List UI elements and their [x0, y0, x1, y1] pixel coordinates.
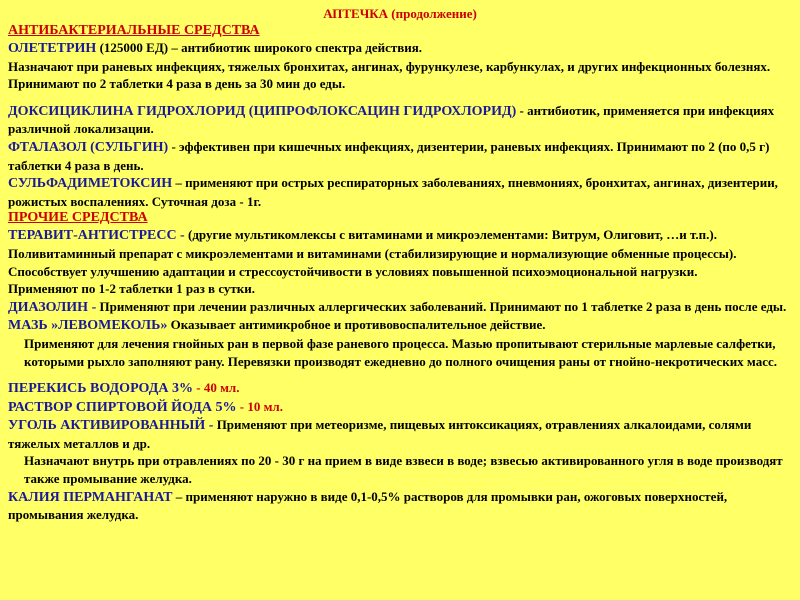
slide-title: АПТЕЧКА (продолжение) [323, 6, 477, 21]
charcoal-usage: Назначают внутрь при отравлениях по 20 - 30 г на прием в виде взвеси в воде; взвесью активированного угля в воде производят также промывание желудка. [24, 453, 783, 487]
iodine-entry [8, 398, 792, 417]
drug-qty-iodine: - 10 мл. [236, 398, 283, 414]
charcoal-entry [8, 416, 792, 452]
drug-name-levomekol: МАЗЬ »ЛЕВОМЕКОЛЬ» [8, 318, 168, 334]
drug-desc-doxycycline: - антибиотик, применяется при инфекциях различной локализации. [8, 102, 775, 137]
drug-desc-ftalazol: - эффективен при кишечных инфекциях, дизентерии, раневых инфекциях. Принимают по 2 (по 0,5 г) таблетки 4 раза в день. [8, 138, 770, 173]
drug-name-doxycycline: ДОКСИЦИКЛИНА ГИДРОХЛОРИД (ЦИПРОФЛОКСАЦИН ГИДРОХЛОРИД) [8, 103, 517, 119]
section-heading-antibacterial: АНТИБАКТЕРИАЛЬНЫЕ СРЕДСТВА [8, 23, 260, 38]
drug-name-sulfadimetoxin: СУЛЬФАДИМЕТОКСИН [8, 176, 173, 192]
drug-name-permanganate: КАЛИЯ ПЕРМАНГАНАТ [8, 489, 173, 505]
drug-desc-charcoal: Применяют при метеоризме, пищевых интоксикациях, отравлениях алкалоидами, солями тяжелых металлов и др. [8, 417, 752, 451]
peroxide-entry [8, 379, 792, 398]
oletetrin-entry [8, 39, 792, 58]
drug-name-charcoal: УГОЛЬ АКТИВИРОВАННЫЙ - [8, 418, 214, 434]
permanganate-entry [8, 488, 792, 524]
ftalazol-entry [8, 138, 792, 174]
drug-desc-permanganate: – применяют наружно в виде 0,1-0,5% растворов для промывки ран, ожоговых поверхностей, промывания желудка. [8, 488, 728, 523]
spacer [8, 370, 792, 379]
drug-name-teravit: ТЕРАВИТ-АНТИСТРЕСС - [8, 228, 185, 244]
drug-name-diazolin: ДИАЗОЛИН - [8, 299, 97, 315]
section-heading-other: ПРОЧИЕ СРЕДСТВА [8, 210, 148, 226]
levomekol-entry [8, 316, 792, 335]
drug-desc-sulfadimetoxin: – применяют при острых респираторных заболеваниях, пневмониях, бронхитах, ангинах, дизентерии, рожистых воспалениях. Суточная доза - 1г. [8, 175, 778, 209]
diazolin-entry [8, 298, 792, 317]
drug-desc-levomekol: Оказывает антимикробное и противовоспалительное действие. [167, 317, 546, 333]
teravit-dosage: Применяют по 1-2 таблетки 1 раз в сутки. [8, 281, 256, 297]
drug-name-oletetrin: ОЛЕТЕТРИН [8, 41, 97, 56]
drug-desc-teravit: (другие мультикомлексы с витаминами и микроэлементами: Витрум, Олиговит, …и т.п.). Поливитаминный препарат с микроэлементами и витаминами (стабилизирующие и нормализующие обменные процессы). Способствует улучшению адаптации и стрессоустойчивости в условиях повышенной психоэмоциональной нагрузки. [8, 227, 737, 279]
sulfadimetoxin-entry [8, 174, 792, 210]
drug-name-peroxide: ПЕРЕКИСЬ ВОДОРОДА 3% [8, 381, 193, 397]
levomekol-usage: Применяют для лечения гнойных ран в первой фазе раневого процесса. Мазью пропитывают стерильные марлевые салфетки, которыми рыхло заполняют рану. Перевязки производят ежедневно до полного очищения раны от гнойно-некротических масс. [24, 335, 777, 369]
teravit-entry [8, 226, 792, 280]
oletetrin-usage: Назначают при раневых инфекциях, тяжелых бронхитах, ангинах, фурункулезе, карбункулах, и других инфекционных болезнях. Принимают по 2 таблетки 4 раза в день за 30 мин до еды. [8, 58, 771, 92]
drug-name-ftalazol: ФТАЛАЗОЛ (СУЛЬГИН) [8, 139, 169, 155]
drug-qty-peroxide: - 40 мл. [192, 380, 240, 396]
drug-desc-diazolin: Применяют при лечении различных аллергических заболеваний. Принимают по 1 таблетке 2 раза в день после еды. [96, 298, 787, 314]
doxycycline-entry [8, 102, 792, 138]
drug-name-iodine: РАСТВОР СПИРТОВОЙ ЙОДА 5% [8, 399, 237, 415]
drug-desc-oletetrin: (125000 ЕД) – антибиотик широкого спектра действия. [96, 40, 423, 55]
spacer [8, 93, 792, 102]
